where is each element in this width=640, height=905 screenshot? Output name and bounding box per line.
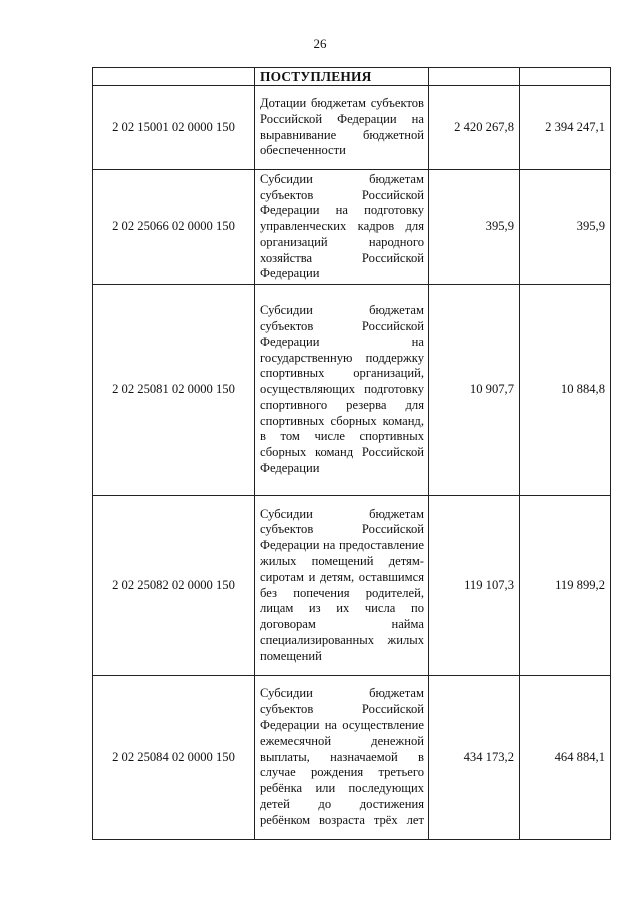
table-row: [93, 86, 611, 170]
table-row: [93, 676, 611, 840]
row-code: 2 02 25081 02 0000 150: [93, 285, 255, 496]
row-code: 2 02 25066 02 0000 150: [93, 170, 255, 285]
row-value2: 119 899,2: [520, 496, 611, 676]
budget-table: [92, 67, 611, 840]
row-code: 2 02 25082 02 0000 150: [93, 496, 255, 676]
section-code-cell: [93, 68, 255, 86]
row-value1: 434 173,2: [429, 676, 520, 840]
section-value1-cell: [429, 68, 520, 86]
row-value2: 464 884,1: [520, 676, 611, 840]
row-name: Субсидии бюджетам субъектов Российской Федерации на предоставление жилых помещений детям-сиротам и детям, оставшимся без попечения родителей, лицам из их числа по договорам найма специализированных жилых помещений: [255, 496, 429, 676]
section-value2-cell: [520, 68, 611, 86]
row-code: 2 02 25084 02 0000 150: [93, 676, 255, 840]
row-value2: 395,9: [520, 170, 611, 285]
row-name: Субсидии бюджетам субъектов Российской Федерации на государственную поддержку спортивных организаций, осуществляющих подготовку спортивного резерва для спортивных сборных команд, в том числе спортивных сборных команд Российской Федерации: [255, 285, 429, 496]
row-name: Субсидии бюджетам субъектов Российской Федерации на подготовку управленческих кадров для организаций народного хозяйства Российской Федерации: [255, 170, 429, 285]
row-value1: 119 107,3: [429, 496, 520, 676]
table-section-row: [93, 68, 611, 86]
row-value1: 395,9: [429, 170, 520, 285]
row-code: 2 02 15001 02 0000 150: [93, 86, 255, 170]
table-row: [93, 285, 611, 496]
row-name: Дотации бюджетам субъектов Российской Федерации на выравнивание бюджетной обеспеченности: [255, 86, 429, 170]
row-value1: 2 420 267,8: [429, 86, 520, 170]
row-name: Субсидии бюджетам субъектов Российской Федерации на осуществление ежемесячной денежной выплаты, назначаемой в случае рождения третьего ребёнка или последующих детей до достижения ребёнком возраста трёх лет: [255, 676, 429, 840]
row-value1: 10 907,7: [429, 285, 520, 496]
row-value2: 2 394 247,1: [520, 86, 611, 170]
table-row: [93, 496, 611, 676]
row-value2: 10 884,8: [520, 285, 611, 496]
section-title: ПОСТУПЛЕНИЯ: [255, 68, 429, 86]
page-number: 26: [313, 36, 327, 51]
table-row: [93, 170, 611, 285]
